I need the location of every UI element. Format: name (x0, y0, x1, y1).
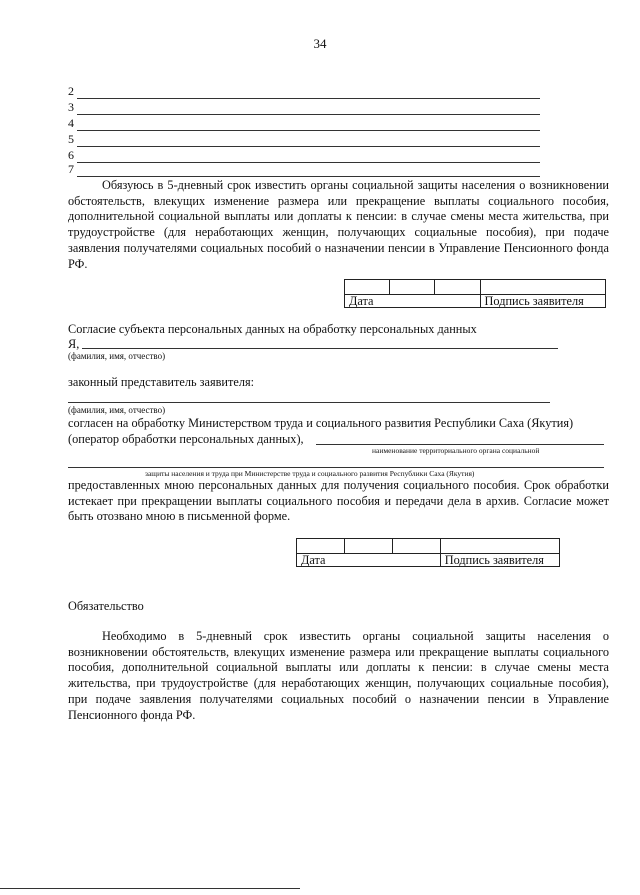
signature-label: Подпись заявителя (480, 295, 605, 308)
agree-line-1: согласен на обработку Министерством труда и социального развития Республики Саха (Якутия) (68, 416, 574, 430)
blank-rule (77, 114, 540, 115)
consent-heading: Согласие субъекта персональных данных на обработку персональных данных (68, 322, 477, 336)
line-number: 4 (68, 116, 74, 130)
line-number: 6 (68, 148, 74, 162)
obligation-paragraph: Обязуюсь в 5-дневный срок известить органы социальной защиты населения о возникновении обстоятельств, влекущих изменение размера или прекращение выплаты социального пособия, дополнительной социальной выплаты или доплаты к пенсии: в случае смены места жительства, при трудоустройстве (для неработающих женщин, получающих социальные пособия), при подаче заявления получателями социальных пособий о назначении пенсии в Управление Пенсионного фонда РФ. (68, 178, 609, 271)
blank-rule (77, 98, 540, 99)
footnote-rule (0, 888, 300, 889)
i-label: Я, (68, 337, 80, 351)
page-number: 34 (313, 36, 327, 51)
agree-line-2: (оператор обработки персональных данных), (68, 432, 304, 446)
representative-label: законный представитель заявителя: (68, 375, 255, 389)
territorial-caption: наименование территориального органа социальной (372, 446, 540, 455)
numbered-line-7 (68, 162, 540, 178)
numbered-line-4 (68, 116, 540, 132)
signature-label: Подпись заявителя (440, 554, 559, 567)
territorial-blank-1 (316, 444, 604, 445)
obligation-heading: Обязательство (68, 599, 144, 613)
numbered-line-5 (68, 132, 540, 148)
signature-table-2 (296, 538, 560, 567)
line-number: 7 (68, 162, 74, 176)
blank-rule (77, 130, 540, 131)
signature-table-1 (344, 279, 606, 308)
fio-blank-2 (68, 402, 550, 403)
territorial-caption-2: защиты населения и труда при Министерстве труда и социального развития Республики Саха (Якутия) (145, 469, 475, 478)
obligation-section-paragraph: Необходимо в 5-дневный срок известить органы социальной защиты населения о возникновении обстоятельств, влекущих изменение размера или прекращение выплаты социального пособия, дополнительной социальной выплаты или доплаты к пенсии: в случае смены места жительства, при трудоустройстве (для неработающих женщин, получающих социальные пособия), при подаче заявления получателями социальных пособий о назначении пенсии в Управление Пенсионного фонда РФ. (68, 629, 609, 722)
date-label: Дата (345, 295, 481, 308)
fio-blank-1 (82, 348, 558, 349)
numbered-line-2 (68, 84, 540, 100)
date-label: Дата (297, 554, 441, 567)
line-number: 3 (68, 100, 74, 114)
line-number: 5 (68, 132, 74, 146)
territorial-blank-2 (68, 467, 604, 468)
fio-caption-2: (фамилия, имя, отчество) (68, 405, 166, 415)
numbered-line-3 (68, 100, 540, 116)
blank-rule (77, 146, 540, 147)
fio-caption-1: (фамилия, имя, отчество) (68, 351, 166, 361)
line-number: 2 (68, 84, 74, 98)
consent-paragraph: предоставленных мною персональных данных для получения социального пособия. Срок обработки истекает при прекращении выплаты социального пособия и передачи дела в архив. Согласие может быть отозвано мною в письменной форме. (68, 478, 609, 524)
blank-rule (77, 176, 540, 177)
